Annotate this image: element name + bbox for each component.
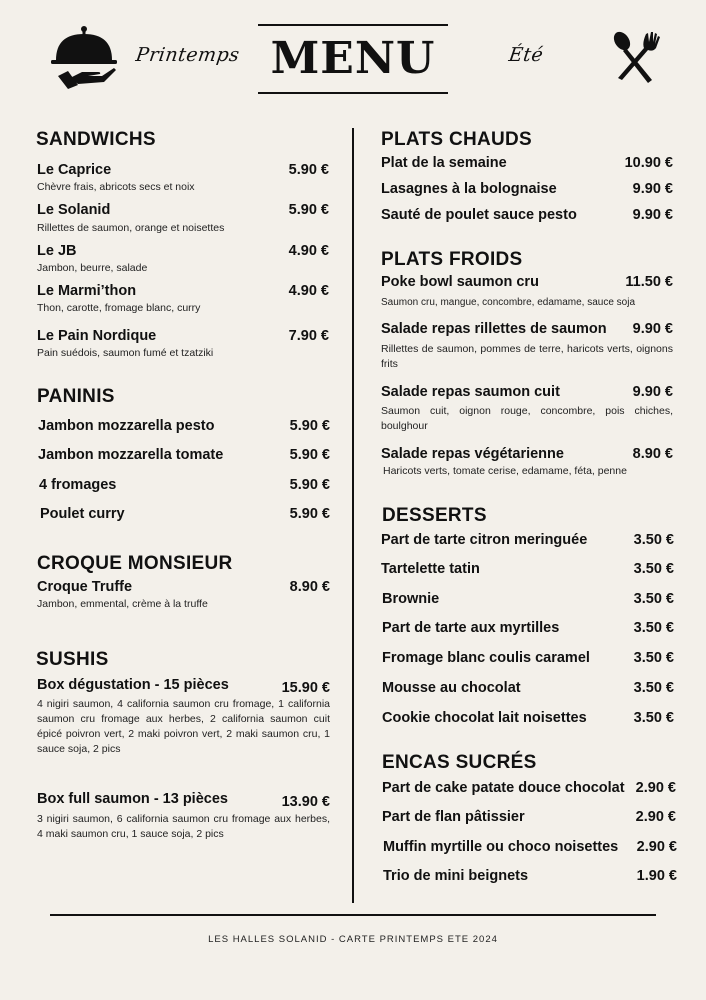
item-price: 11.50 € — [625, 274, 673, 290]
item-name: Part de flan pâtissier — [382, 809, 525, 825]
item-name: Box full saumon - 13 pièces — [37, 791, 228, 807]
menu-item-saute-de-poulet — [381, 207, 673, 223]
column-divider — [352, 128, 354, 903]
menu-item-plat-de-la-semaine — [381, 155, 673, 171]
item-price: 9.90 € — [632, 384, 673, 400]
item-description: Saumon cuit, oignon rouge, concombre, pois chiches, boulghour — [381, 405, 673, 432]
menu-item-poke-bowl — [381, 274, 673, 290]
item-name: Jambon mozzarella pesto — [38, 418, 215, 434]
menu-item-salade-rillettes — [381, 321, 673, 337]
item-description: Jambon, beurre, salade — [37, 262, 148, 274]
section-title-sushis: SUSHIS — [36, 649, 109, 670]
item-description: Haricots verts, tomate cerise, edamame, féta, penne — [383, 465, 627, 477]
item-price: 9.90 € — [632, 207, 673, 223]
item-name: Trio de mini beignets — [383, 868, 529, 884]
item-price: 7.90 € — [288, 328, 329, 344]
item-name: Lasagnes à la bolognaise — [381, 181, 557, 197]
item-name: Part de tarte citron meringuée — [381, 532, 588, 548]
item-name: Le Caprice — [37, 162, 112, 178]
item-description: Jambon, emmental, crème à la truffe — [37, 598, 208, 610]
item-name: Brownie — [382, 591, 440, 607]
item-price: 13.90 € — [281, 794, 330, 810]
item-name: Mousse au chocolat — [382, 680, 521, 696]
menu-item-brownie — [382, 591, 674, 607]
menu-item-lasagnes — [381, 181, 673, 197]
menu-item-jambon-mozzarella-pesto — [38, 418, 330, 434]
item-price: 3.50 € — [633, 561, 674, 577]
season-label-ete: Été — [507, 44, 545, 66]
section-title-croque-monsieur: CROQUE MONSIEUR — [37, 553, 233, 574]
item-name: Le Marmi’thon — [37, 283, 137, 299]
item-name: Jambon mozzarella tomate — [38, 447, 224, 463]
item-price: 3.50 € — [633, 650, 674, 666]
item-price: 3.50 € — [633, 532, 674, 548]
item-name: 4 fromages — [39, 477, 117, 493]
menu-item-le-caprice — [37, 162, 329, 178]
menu-title-box — [258, 24, 448, 94]
section-title-encas-sucres: ENCAS SUCRÉS — [382, 752, 537, 773]
item-price: 1.90 € — [636, 868, 677, 884]
menu-item-tarte-citron — [381, 532, 674, 548]
item-description: Thon, carotte, fromage blanc, curry — [37, 302, 201, 314]
item-price: 3.50 € — [633, 710, 674, 726]
item-price: 2.90 € — [636, 839, 677, 855]
cloche-serving-hand-icon — [48, 20, 120, 92]
menu-item-cookie — [382, 710, 674, 726]
menu-item-poulet-curry — [40, 506, 330, 522]
item-price: 5.90 € — [289, 477, 330, 493]
item-price: 5.90 € — [289, 418, 330, 434]
menu-item-le-marmithon — [37, 283, 329, 299]
item-name: Part de tarte aux myrtilles — [382, 620, 560, 636]
item-name: Le JB — [37, 243, 77, 259]
menu-item-trio-beignets — [383, 868, 677, 884]
menu-item-flan-patissier — [382, 809, 676, 825]
section-title-plats-chauds: PLATS CHAUDS — [381, 129, 533, 150]
menu-item-le-jb — [37, 243, 329, 259]
item-name: Tartelette tatin — [381, 561, 480, 577]
item-price: 3.50 € — [633, 680, 674, 696]
menu-item-tarte-myrtilles — [382, 620, 674, 636]
section-title-paninis: PANINIS — [37, 386, 115, 407]
item-name: Plat de la semaine — [381, 155, 507, 171]
item-price: 15.90 € — [281, 680, 330, 696]
item-price: 9.90 € — [632, 181, 673, 197]
item-description: Rillettes de saumon, pommes de terre, haricots verts, oignons frits — [381, 343, 673, 370]
menu-item-salade-vegetarienne — [381, 446, 673, 462]
menu-item-cake-patate-douce — [382, 780, 676, 796]
item-price: 5.90 € — [289, 506, 330, 522]
menu-item-box-degustation — [37, 677, 330, 696]
item-name: Poke bowl saumon cru — [381, 274, 539, 290]
menu-item-salade-saumon-cuit — [381, 384, 673, 400]
item-name: Salade repas saumon cuit — [381, 384, 560, 400]
item-price: 4.90 € — [288, 243, 329, 259]
item-name: Muffin myrtille ou choco noisettes — [383, 839, 619, 855]
menu-item-mousse-chocolat — [382, 680, 674, 696]
item-price: 8.90 € — [632, 446, 673, 462]
item-description: 4 nigiri saumon, 4 california saumon cru fromage, 1 california saumon cru fromage aux herbes, 2 california saumon cuit épicé poivron vert, 2 maki poivron vert, 2 maki saumon cru, 1 sauce soja, 2 pics — [37, 698, 330, 755]
item-name: Croque Truffe — [37, 579, 133, 595]
season-label-printemps: Printemps — [134, 44, 242, 66]
item-name: Part de cake patate douce chocolat — [382, 780, 625, 796]
section-title-plats-froids: PLATS FROIDS — [381, 249, 523, 270]
menu-item-muffin — [383, 839, 677, 855]
item-name: Salade repas végétarienne — [381, 446, 564, 462]
item-name: Sauté de poulet sauce pesto — [381, 207, 577, 223]
menu-item-4-fromages — [39, 477, 330, 493]
item-description: Pain suédois, saumon fumé et tzatziki — [37, 347, 214, 359]
item-price: 2.90 € — [635, 809, 676, 825]
menu-item-jambon-mozzarella-tomate — [38, 447, 330, 463]
item-description: Saumon cru, mangue, concombre, edamame, sauce soja — [381, 297, 636, 308]
item-name: Cookie chocolat lait noisettes — [382, 710, 587, 726]
section-title-sandwichs: SANDWICHS — [36, 129, 156, 150]
menu-item-croque-truffe — [37, 579, 330, 595]
item-price: 9.90 € — [632, 321, 673, 337]
item-name: Le Solanid — [37, 202, 111, 218]
item-name: Box dégustation - 15 pièces — [37, 677, 229, 693]
item-name: Salade repas rillettes de saumon — [381, 321, 607, 337]
item-price: 5.90 € — [288, 202, 329, 218]
menu-item-le-pain-nordique — [37, 328, 329, 344]
menu-item-le-solanid — [37, 202, 329, 218]
footer-divider — [50, 914, 656, 916]
item-price: 4.90 € — [288, 283, 329, 299]
item-price: 5.90 € — [289, 447, 330, 463]
item-price: 2.90 € — [635, 780, 676, 796]
item-name: Fromage blanc coulis caramel — [382, 650, 590, 666]
menu-item-fromage-blanc — [382, 650, 674, 666]
item-description: Rillettes de saumon, orange et noisettes — [37, 222, 225, 234]
item-name: Le Pain Nordique — [37, 328, 157, 344]
item-price: 3.50 € — [633, 591, 674, 607]
footer-text: LES HALLES SOLANID - CARTE PRINTEMPS ETE 2024 — [208, 934, 498, 945]
item-price: 5.90 € — [288, 162, 329, 178]
item-price: 8.90 € — [289, 579, 330, 595]
page-title: MENU — [270, 33, 436, 84]
menu-item-tartelette-tatin — [381, 561, 674, 577]
item-description: Chèvre frais, abricots secs et noix — [37, 181, 195, 193]
spoon-fork-crossed-icon — [608, 28, 664, 84]
menu-item-box-full-saumon — [37, 791, 330, 810]
item-price: 10.90 € — [624, 155, 673, 171]
item-price: 3.50 € — [633, 620, 674, 636]
item-description: 3 nigiri saumon, 6 california saumon cru fromage aux herbes, 4 maki saumon cru, 1 sauce soja, 2 pics — [37, 813, 330, 840]
item-name: Poulet curry — [40, 506, 125, 522]
section-title-desserts: DESSERTS — [382, 505, 487, 526]
